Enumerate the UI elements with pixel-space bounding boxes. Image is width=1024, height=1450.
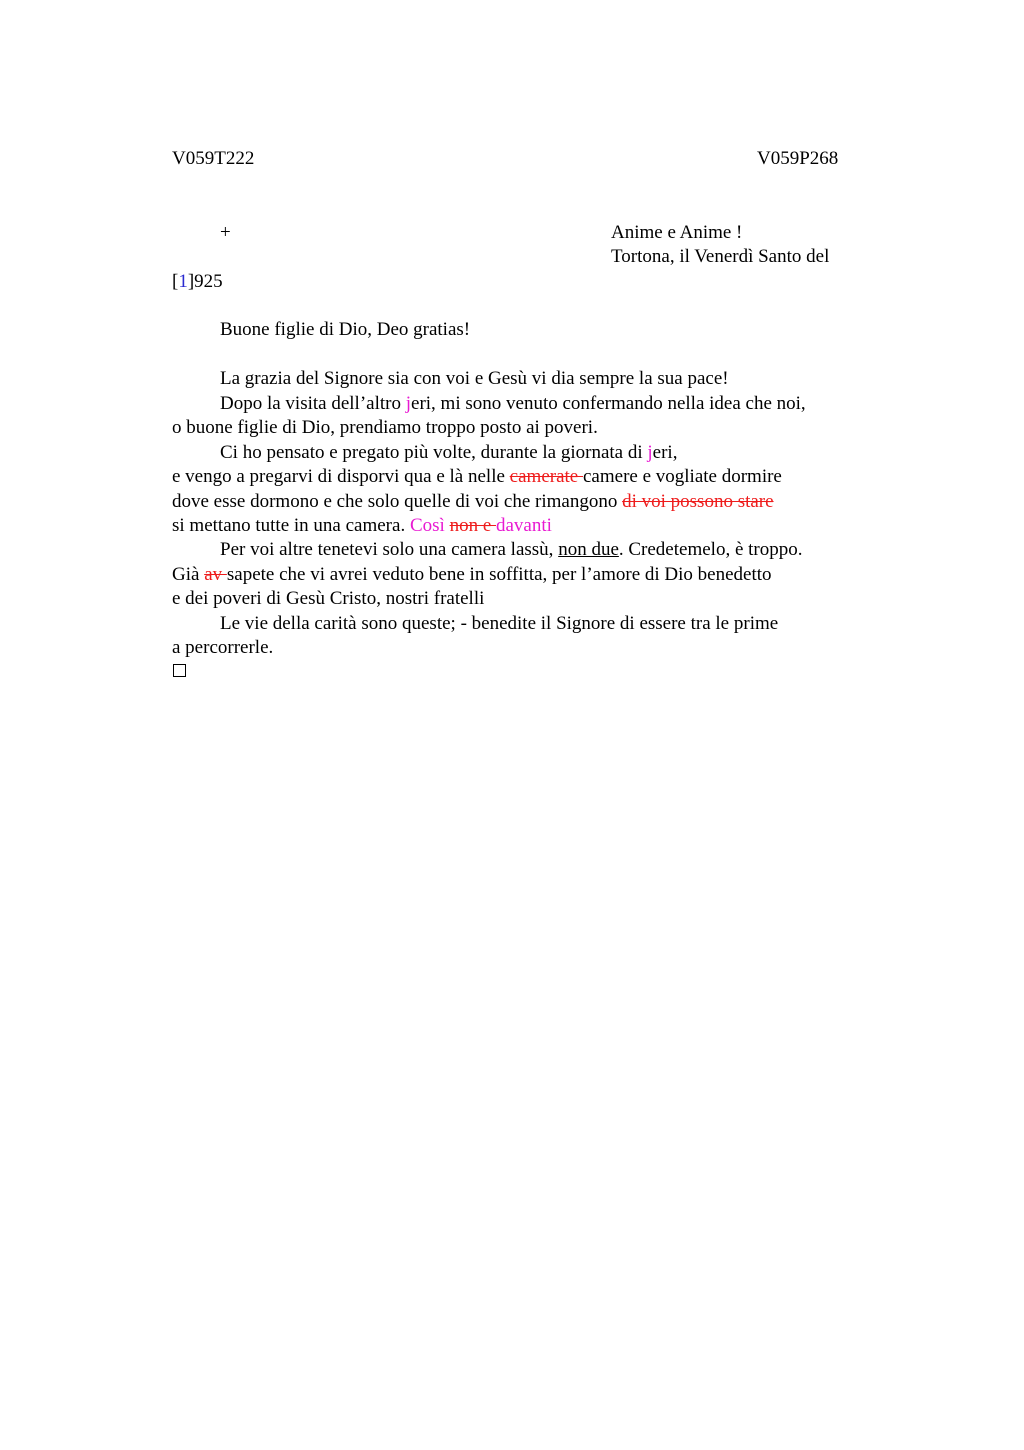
deleted-text: camerate xyxy=(509,466,583,487)
paragraph-2-line-1 xyxy=(220,394,806,413)
paragraph-1: La grazia del Signore sia con voi e Gesù vi dia sempre la sua pace! xyxy=(220,368,729,389)
paragraph-4-line-1 xyxy=(220,540,802,559)
text-segment: dove esse dormono e che solo quelle di voi che rimangono xyxy=(172,491,623,512)
cross-mark: + xyxy=(220,222,231,243)
text-segment: sapete che vi avrei veduto bene in soffitta, per l’amore di Dio benedetto xyxy=(226,564,772,585)
year-line xyxy=(172,272,223,291)
header-left-code: V059T222 xyxy=(172,148,255,169)
end-box-mark xyxy=(173,664,186,677)
paragraph-4-line-3: e dei poveri di Gesù Cristo, nostri fratelli xyxy=(172,588,485,609)
inserted-letter: j xyxy=(405,393,412,414)
paragraph-3-line-2 xyxy=(172,467,782,486)
paragraph-3-line-3 xyxy=(172,492,774,511)
letter-title: Anime e Anime ! xyxy=(611,222,743,243)
year-open-bracket: [ xyxy=(172,271,179,292)
text-segment: Dopo la visita dell’altro xyxy=(220,393,406,414)
text-segment: eri, xyxy=(652,442,678,463)
deleted-text: av xyxy=(204,564,227,585)
inserted-text: Così xyxy=(409,515,450,536)
year-bracket-digit: 1 xyxy=(178,271,188,292)
paragraph-3-line-4 xyxy=(172,516,552,535)
header-right-code: V059P268 xyxy=(757,148,839,169)
place-date: Tortona, il Venerdì Santo del xyxy=(611,246,830,267)
text-segment: si mettano tutte in una camera. xyxy=(172,515,410,536)
inserted-text: davanti xyxy=(496,515,552,536)
text-segment: Già xyxy=(172,564,205,585)
year-rest: ]925 xyxy=(187,271,223,292)
text-segment: e vengo a pregarvi di disporvi qua e là nelle xyxy=(172,466,510,487)
inserted-letter: j xyxy=(647,442,653,463)
paragraph-5-line-2: a percorrerle. xyxy=(172,637,274,658)
paragraph-3-line-1 xyxy=(220,443,677,462)
text-segment: . Credetemelo, è troppo. xyxy=(618,539,803,560)
paragraph-5-line-1: Le vie della carità sono queste; - benedite il Signore di essere tra le prime xyxy=(220,613,779,634)
deleted-text: di voi possono stare xyxy=(622,491,774,512)
paragraph-2-line-2: o buone figlie di Dio, prendiamo troppo posto ai poveri. xyxy=(172,417,598,438)
paragraph-4-line-2 xyxy=(172,565,772,584)
underlined-text: non due xyxy=(558,539,619,560)
text-segment: Ci ho pensato e pregato più volte, durante la giornata di xyxy=(220,442,648,463)
deleted-text: non e xyxy=(449,515,496,536)
text-segment: camere e vogliate dormire xyxy=(582,466,782,487)
text-segment: Per voi altre tenetevi solo una camera lassù, xyxy=(220,539,559,560)
text-segment: eri, mi sono venuto confermando nella idea che noi, xyxy=(411,393,806,414)
salutation: Buone figlie di Dio, Deo gratias! xyxy=(220,319,471,340)
